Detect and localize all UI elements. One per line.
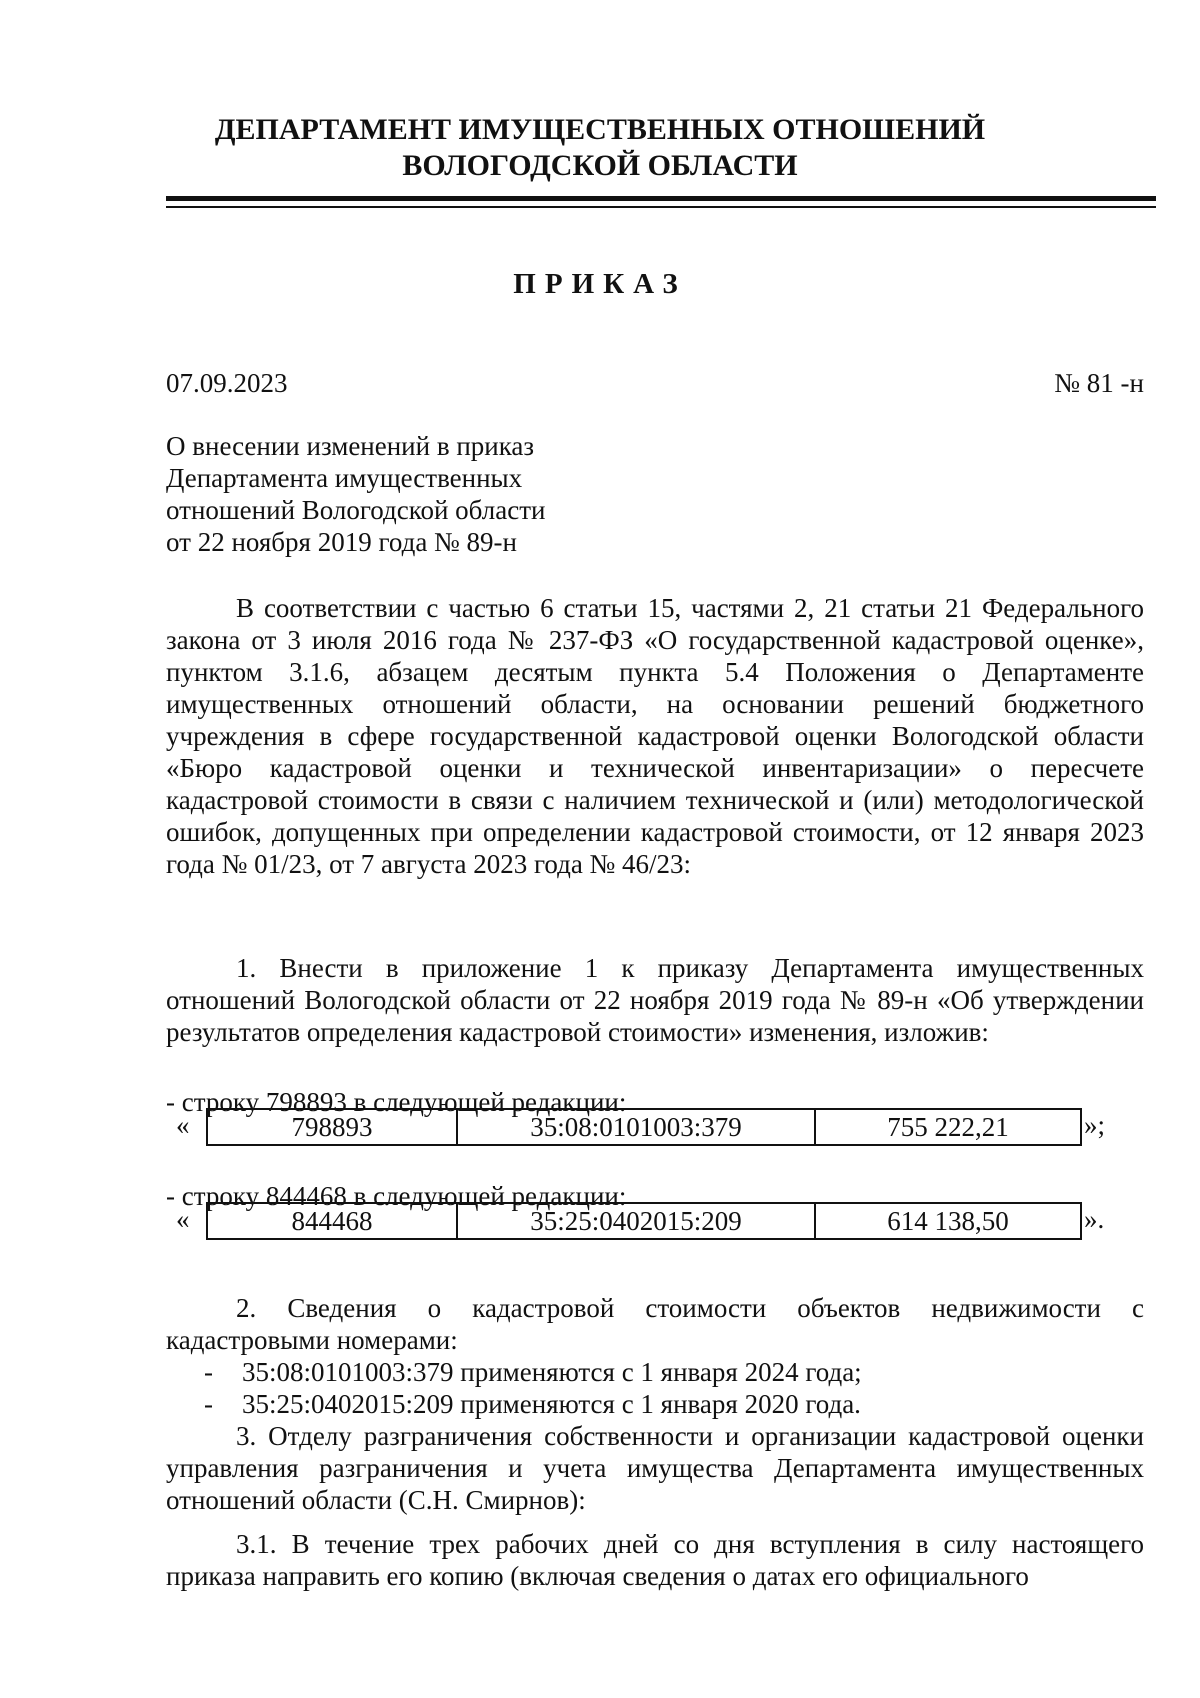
list-item [204, 1388, 861, 1420]
subject-line: отношений Вологодской области [166, 495, 546, 525]
department-header [0, 112, 1200, 184]
row-1-intro: - строку 798893 в следующей редакции: [166, 1087, 627, 1117]
quote-close: ». [1084, 1204, 1105, 1234]
item-1-paragraph: 1. Внести в приложение 1 к приказу Департамента имущественных отношений Вологодской области от 22 ноября 2019 года № 89-н «Об утверждении результатов определения кадастровой стоимости» изменения, изложив: [166, 953, 1144, 1047]
table-row [206, 1202, 1082, 1240]
department-line-1: ДЕПАРТАМЕНТ ИМУЩЕСТВЕННЫХ ОТНОШЕНИЙ [214, 113, 986, 146]
subject-line: Департамента имущественных [166, 463, 523, 493]
replacement-row-1 [166, 1108, 1156, 1148]
item-3-paragraph: 3. Отделу разграничения собственности и организации кадастровой оценки управления разграничения и учета имущества Департамента имущественных отношений области (С.Н. Смирнов): [166, 1421, 1144, 1515]
list-item-text: 35:08:0101003:379 применяются с 1 января 2024 года; [242, 1357, 862, 1387]
cadastral-value-cell: 755 222,21 [887, 1112, 1009, 1142]
cadastral-number-cell: 35:25:0402015:209 [458, 1204, 816, 1238]
preamble-paragraph: В соответствии с частью 6 статьи 15, частями 2, 21 статьи 21 Федерального закона от 3 июля 2016 года № 237-ФЗ «О государственной кадастровой оценке», пунктом 3.1.6, абзацем десятым пункта 5.4 Положения о Департаменте имущественных отношений области, на основании решений бюджетного учреждения в сфере государственной кадастровой оценки Вологодской области «Бюро кадастровой оценки и технической инвентаризации» о пересчете кадастровой стоимости в связи с наличием технической и (или) методологической ошибок, допущенных при определении кадастровой стоимости, от 12 января 2023 года № 01/23, от 7 августа 2023 года № 46/23: [166, 593, 1144, 879]
cadastral-value-cell: 614 138,50 [887, 1206, 1009, 1236]
row-id-cell: 844468 [208, 1204, 458, 1238]
document-type-title: ПРИКАЗ [513, 268, 687, 300]
quote-open: « [176, 1204, 190, 1234]
quote-close: »; [1084, 1110, 1106, 1140]
item-3-1-paragraph: 3.1. В течение трех рабочих дней со дня вступления в силу настоящего приказа направить его копию (включая сведения о датах его официального [166, 1529, 1144, 1591]
subject-line: от 22 ноября 2019 года № 89-н [166, 527, 517, 557]
list-item [204, 1356, 862, 1388]
subject-line: О внесении изменений в приказ [166, 431, 535, 461]
list-item-text: 35:25:0402015:209 применяются с 1 января 2020 года. [242, 1389, 861, 1419]
quote-open: « [176, 1110, 190, 1140]
replacement-row-2 [166, 1202, 1156, 1242]
header-rule-thin [166, 206, 1156, 208]
list-dash: - [204, 1357, 213, 1387]
document-subject [166, 430, 686, 558]
document-date: 07.09.2023 [166, 368, 288, 398]
item-2-paragraph: 2. Сведения о кадастровой стоимости объектов недвижимости с кадастровыми номерами: [166, 1293, 1144, 1355]
header-rule-thick [166, 196, 1156, 201]
list-dash: - [204, 1389, 213, 1419]
table-row [206, 1108, 1082, 1146]
document-number: № 81 -н [1054, 368, 1144, 398]
cadastral-number-cell: 35:08:0101003:379 [458, 1110, 816, 1144]
row-2-intro: - строку 844468 в следующей редакции: [166, 1181, 627, 1211]
row-id-cell: 798893 [208, 1110, 458, 1144]
department-line-2: ВОЛОГОДСКОЙ ОБЛАСТИ [402, 149, 798, 182]
